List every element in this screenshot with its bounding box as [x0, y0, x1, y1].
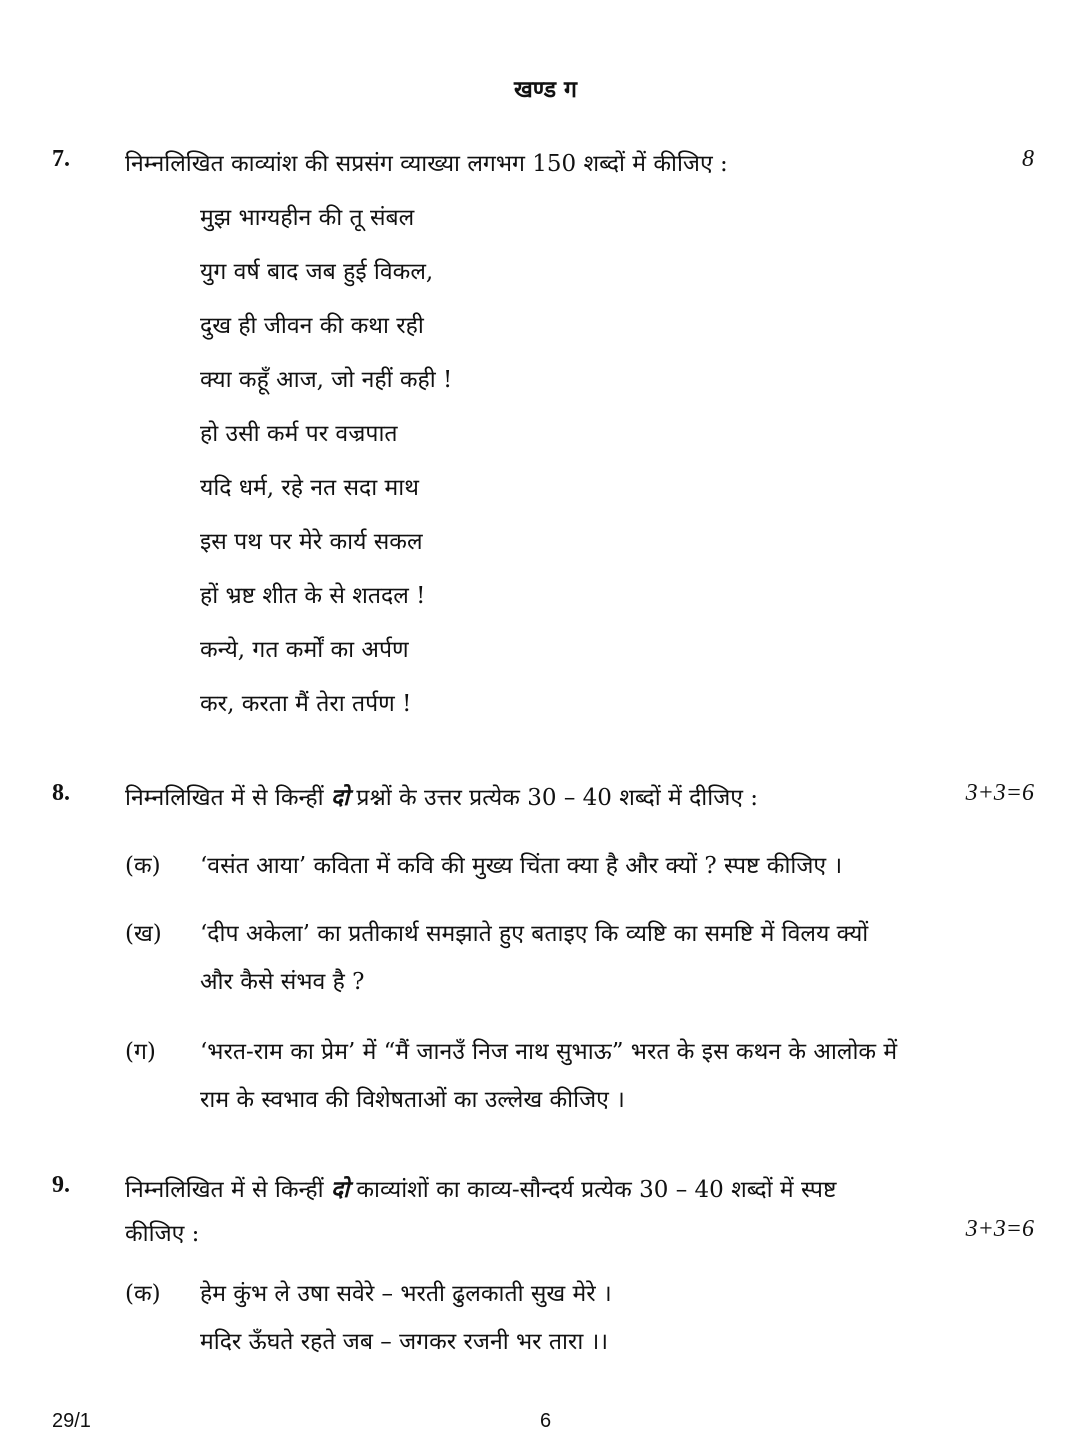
question-8-text-before: निम्नलिखित में से किन्हीं [125, 785, 331, 811]
subpart-text: और कैसे संभव है ? [200, 969, 365, 995]
poem-line: दुख ही जीवन की कथा रही [200, 313, 424, 339]
subpart-text: मदिर ऊँघते रहते जब – जगकर रजनी भर तारा ।। [200, 1329, 609, 1355]
question-7-marks: 8 [1022, 146, 1034, 172]
paper-code: 29/1 [52, 1410, 91, 1432]
page-number: 6 [539, 1410, 552, 1432]
poem-line: कन्ये, गत कर्मों का अर्पण [200, 637, 409, 663]
poem-line: युग वर्ष बाद जब हुई विकल, [200, 259, 434, 285]
subpart-label: (ग) [125, 1039, 156, 1065]
question-8-text-after: प्रश्नों के उत्तर प्रत्येक 30 – 40 शब्दों में दीजिए : [349, 785, 759, 811]
subpart-text: ‘दीप अकेला’ का प्रतीकार्थ समझाते हुए बताइए कि व्यष्टि का समष्टि में विलय क्यों [200, 921, 869, 947]
question-9-marks: 3+3=6 [965, 1216, 1034, 1242]
subpart-text: ‘वसंत आया’ कविता में कवि की मुख्य चिंता क्या है और क्यों ? स्पष्ट कीजिए । [200, 853, 843, 879]
subpart-text: हेम कुंभ ले उषा सवेरे – भरती ढुलकाती सुख मेरे । [200, 1281, 612, 1307]
question-8-number: 8. [52, 780, 70, 806]
question-9-text-line2: कीजिए : [125, 1221, 200, 1247]
poem-line: यदि धर्म, रहे नत सदा माथ [200, 475, 419, 501]
poem-line: हों भ्रष्ट शीत के से शतदल ! [200, 583, 426, 609]
poem-line: कर, करता मैं तेरा तर्पण ! [200, 691, 412, 717]
section-title: खण्ड ग [513, 76, 577, 103]
subpart-label: (क) [125, 1281, 161, 1307]
question-7-text: निम्नलिखित काव्यांश की सप्रसंग व्याख्या लगभग 150 शब्दों में कीजिए : [125, 151, 728, 177]
question-9-emphasis: दो [330, 1176, 350, 1203]
question-8-emphasis: दो [330, 784, 350, 811]
subpart-label: (क) [125, 853, 161, 879]
subpart-text: ‘भरत-राम का प्रेम’ में “मैं जानउँ निज नाथ सुभाऊ” भरत के इस कथन के आलोक में [200, 1039, 898, 1065]
question-9-text-before: निम्नलिखित में से किन्हीं [125, 1177, 331, 1203]
poem-line: मुझ भाग्यहीन की तू संबल [200, 205, 415, 231]
subpart-text: राम के स्वभाव की विशेषताओं का उल्लेख कीजिए । [200, 1087, 625, 1113]
poem-line: हो उसी कर्म पर वज्रपात [200, 421, 398, 447]
question-8-marks: 3+3=6 [965, 780, 1034, 806]
poem-line: इस पथ पर मेरे कार्य सकल [200, 529, 423, 555]
subpart-label: (ख) [125, 921, 162, 947]
question-9-text [125, 1172, 836, 1204]
question-8-text [125, 780, 758, 812]
question-9-number: 9. [52, 1172, 70, 1198]
question-9-text-after: काव्यांशों का काव्य-सौन्दर्य प्रत्येक 30 – 40 शब्दों में स्पष्ट [349, 1177, 837, 1203]
poem-line: क्या कहूँ आज, जो नहीं कही ! [200, 367, 453, 393]
question-7-number: 7. [52, 146, 70, 172]
